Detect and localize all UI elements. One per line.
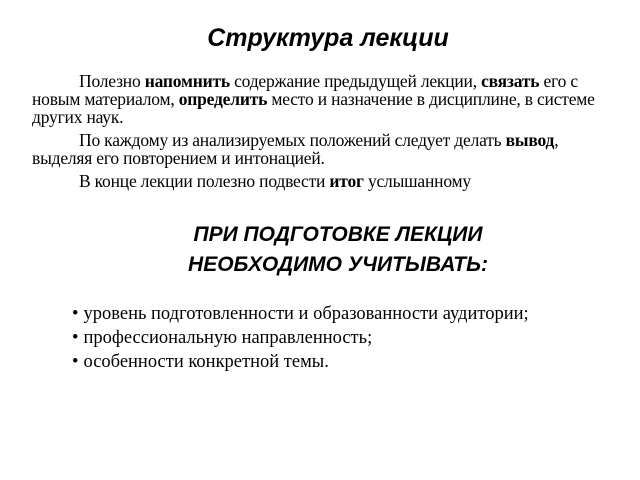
- list-item: [72, 350, 632, 374]
- preparation-heading: [0, 220, 640, 280]
- keyword-summary: итог: [329, 171, 364, 191]
- paragraph-text: По каждому из анализируемых положений следует делать: [79, 130, 506, 150]
- lecture-structure-text: [32, 72, 612, 195]
- list-item-text: профессиональную направленность;: [83, 328, 373, 348]
- keyword-connect: связать: [481, 71, 540, 91]
- keyword-conclusion: вывод: [505, 130, 555, 150]
- list-item-text: особенности конкретной темы.: [83, 352, 329, 372]
- keyword-define: определить: [178, 89, 268, 109]
- paragraph-text: содержание предыдущей лекции,: [229, 71, 482, 91]
- paragraph-text: В конце лекции полезно подвести: [79, 171, 330, 191]
- paragraph-text: Полезно: [79, 71, 145, 91]
- bullet-icon: •: [72, 304, 79, 324]
- paragraph-conclusion: [32, 131, 612, 167]
- paragraph-recall: [32, 72, 612, 126]
- list-item: [72, 302, 632, 326]
- considerations-list: [72, 302, 632, 374]
- paragraph-text: , выделяя его повторением и интонацией.: [32, 130, 559, 168]
- heading-line: НЕОБХОДИМО УЧИТЫВАТЬ:: [188, 253, 488, 276]
- paragraph-summary: [32, 172, 612, 190]
- keyword-recall: напомнить: [144, 71, 230, 91]
- slide-title: Структура лекции: [207, 24, 449, 52]
- list-item: [72, 326, 632, 350]
- paragraph-text: его с новым материалом,: [32, 71, 578, 109]
- paragraph-text: место и назначение в дисциплине, в системе других наук.: [32, 89, 595, 127]
- paragraph-text: услышанному: [363, 171, 471, 191]
- heading-line: ПРИ ПОДГОТОВКЕ ЛЕКЦИИ: [193, 223, 483, 246]
- bullet-icon: •: [72, 352, 79, 372]
- list-item-text: уровень подготовленности и образованности аудитории;: [83, 304, 529, 324]
- bullet-icon: •: [72, 328, 79, 348]
